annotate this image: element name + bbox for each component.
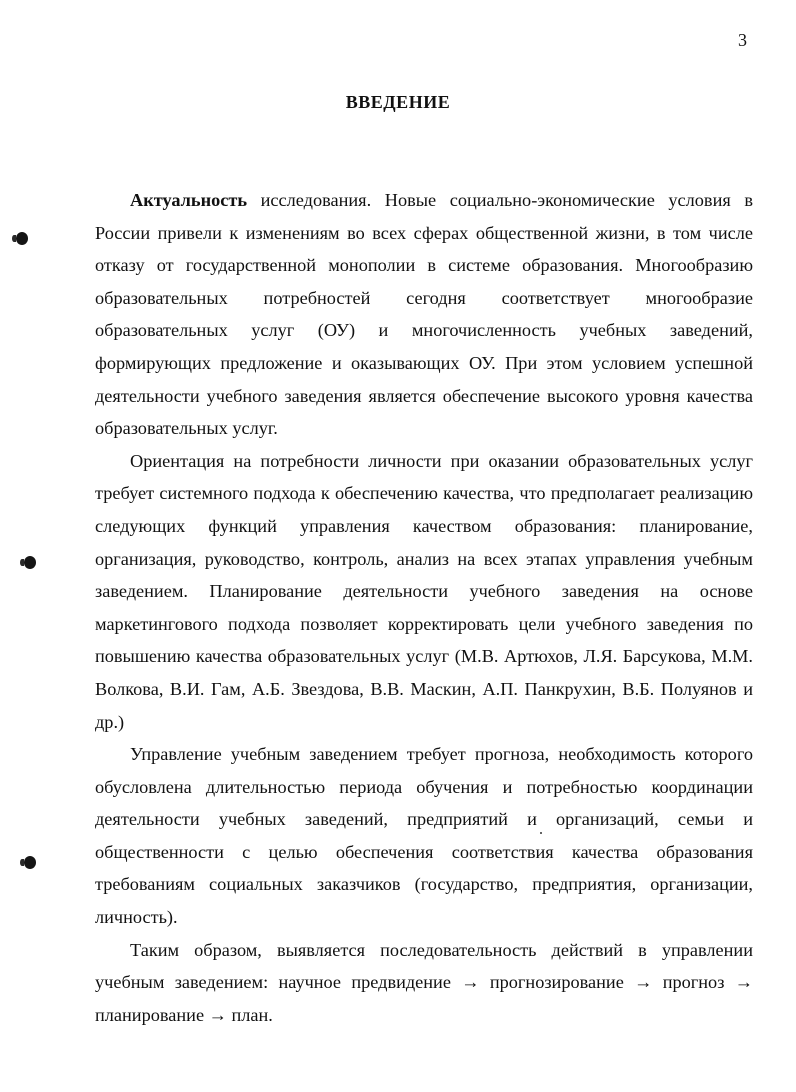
paragraph-management: Управление учебным заведением требует прогноза, необходимость которого обусловлена длительностью периода обучения и потребностью координации деятельности учебных заведений, предприятий и организаций, семьи и общественности с целью обеспечения соответствия качества образования требованиям социальных заказчиков (государство, предприятия, организации, личность). [95,744,753,928]
binding-hole-icon [16,232,28,245]
paragraph-sequence: Таким образом, выявляется последовательность действий в управлении учебным заведением: научное предвидение → прогнозирование → прогноз → планирование → план. [95,939,753,1025]
paragraph-text: исследования. Новые социально-экономические условия в России привели к изменениям во всех сферах общественной жизни, в том числе отказу от государственной монополии в системе образования. Многообразию образовательных потребностей сегодня соответствует многообразие образовательных услуг (ОУ) и многочисленность учебных заведений, формирующих предложение и оказывающих ОУ. При этом условием успешной деятельности учебного заведения является обеспечение высокого уровня качества образовательных услуг. [95,190,753,439]
binding-hole-icon [24,856,36,869]
document-body [95,184,753,1031]
binding-hole-icon [24,556,36,569]
paragraph-relevance [95,184,753,445]
paragraph-orientation: Ориентация на потребности личности при оказании образовательных услуг требует системного подхода к обеспечению качества, что предполагает реализацию следующих функций управления качеством образования: планирование, организация, руководство, контроль, анализ на всех этапах управления учебным заведением. Планирование деятельности учебного заведения на основе маркетингового подхода позволяет корректировать цели учебного заведения по повышению качества образовательных услуг (М.В. Артюхов, Л.Я. Барсукова, М.М. Волкова, В.И. Гам, А.Б. Звездова, В.В. Маскин, А.П. Панкрухин, В.Б. Полуянов и др.) [95,450,753,732]
paragraph-lead-bold: Актуальность [130,190,248,210]
scan-speck [540,832,542,834]
page-title: ВВЕДЕНИЕ [345,92,451,112]
page-number: 3 [738,30,747,50]
